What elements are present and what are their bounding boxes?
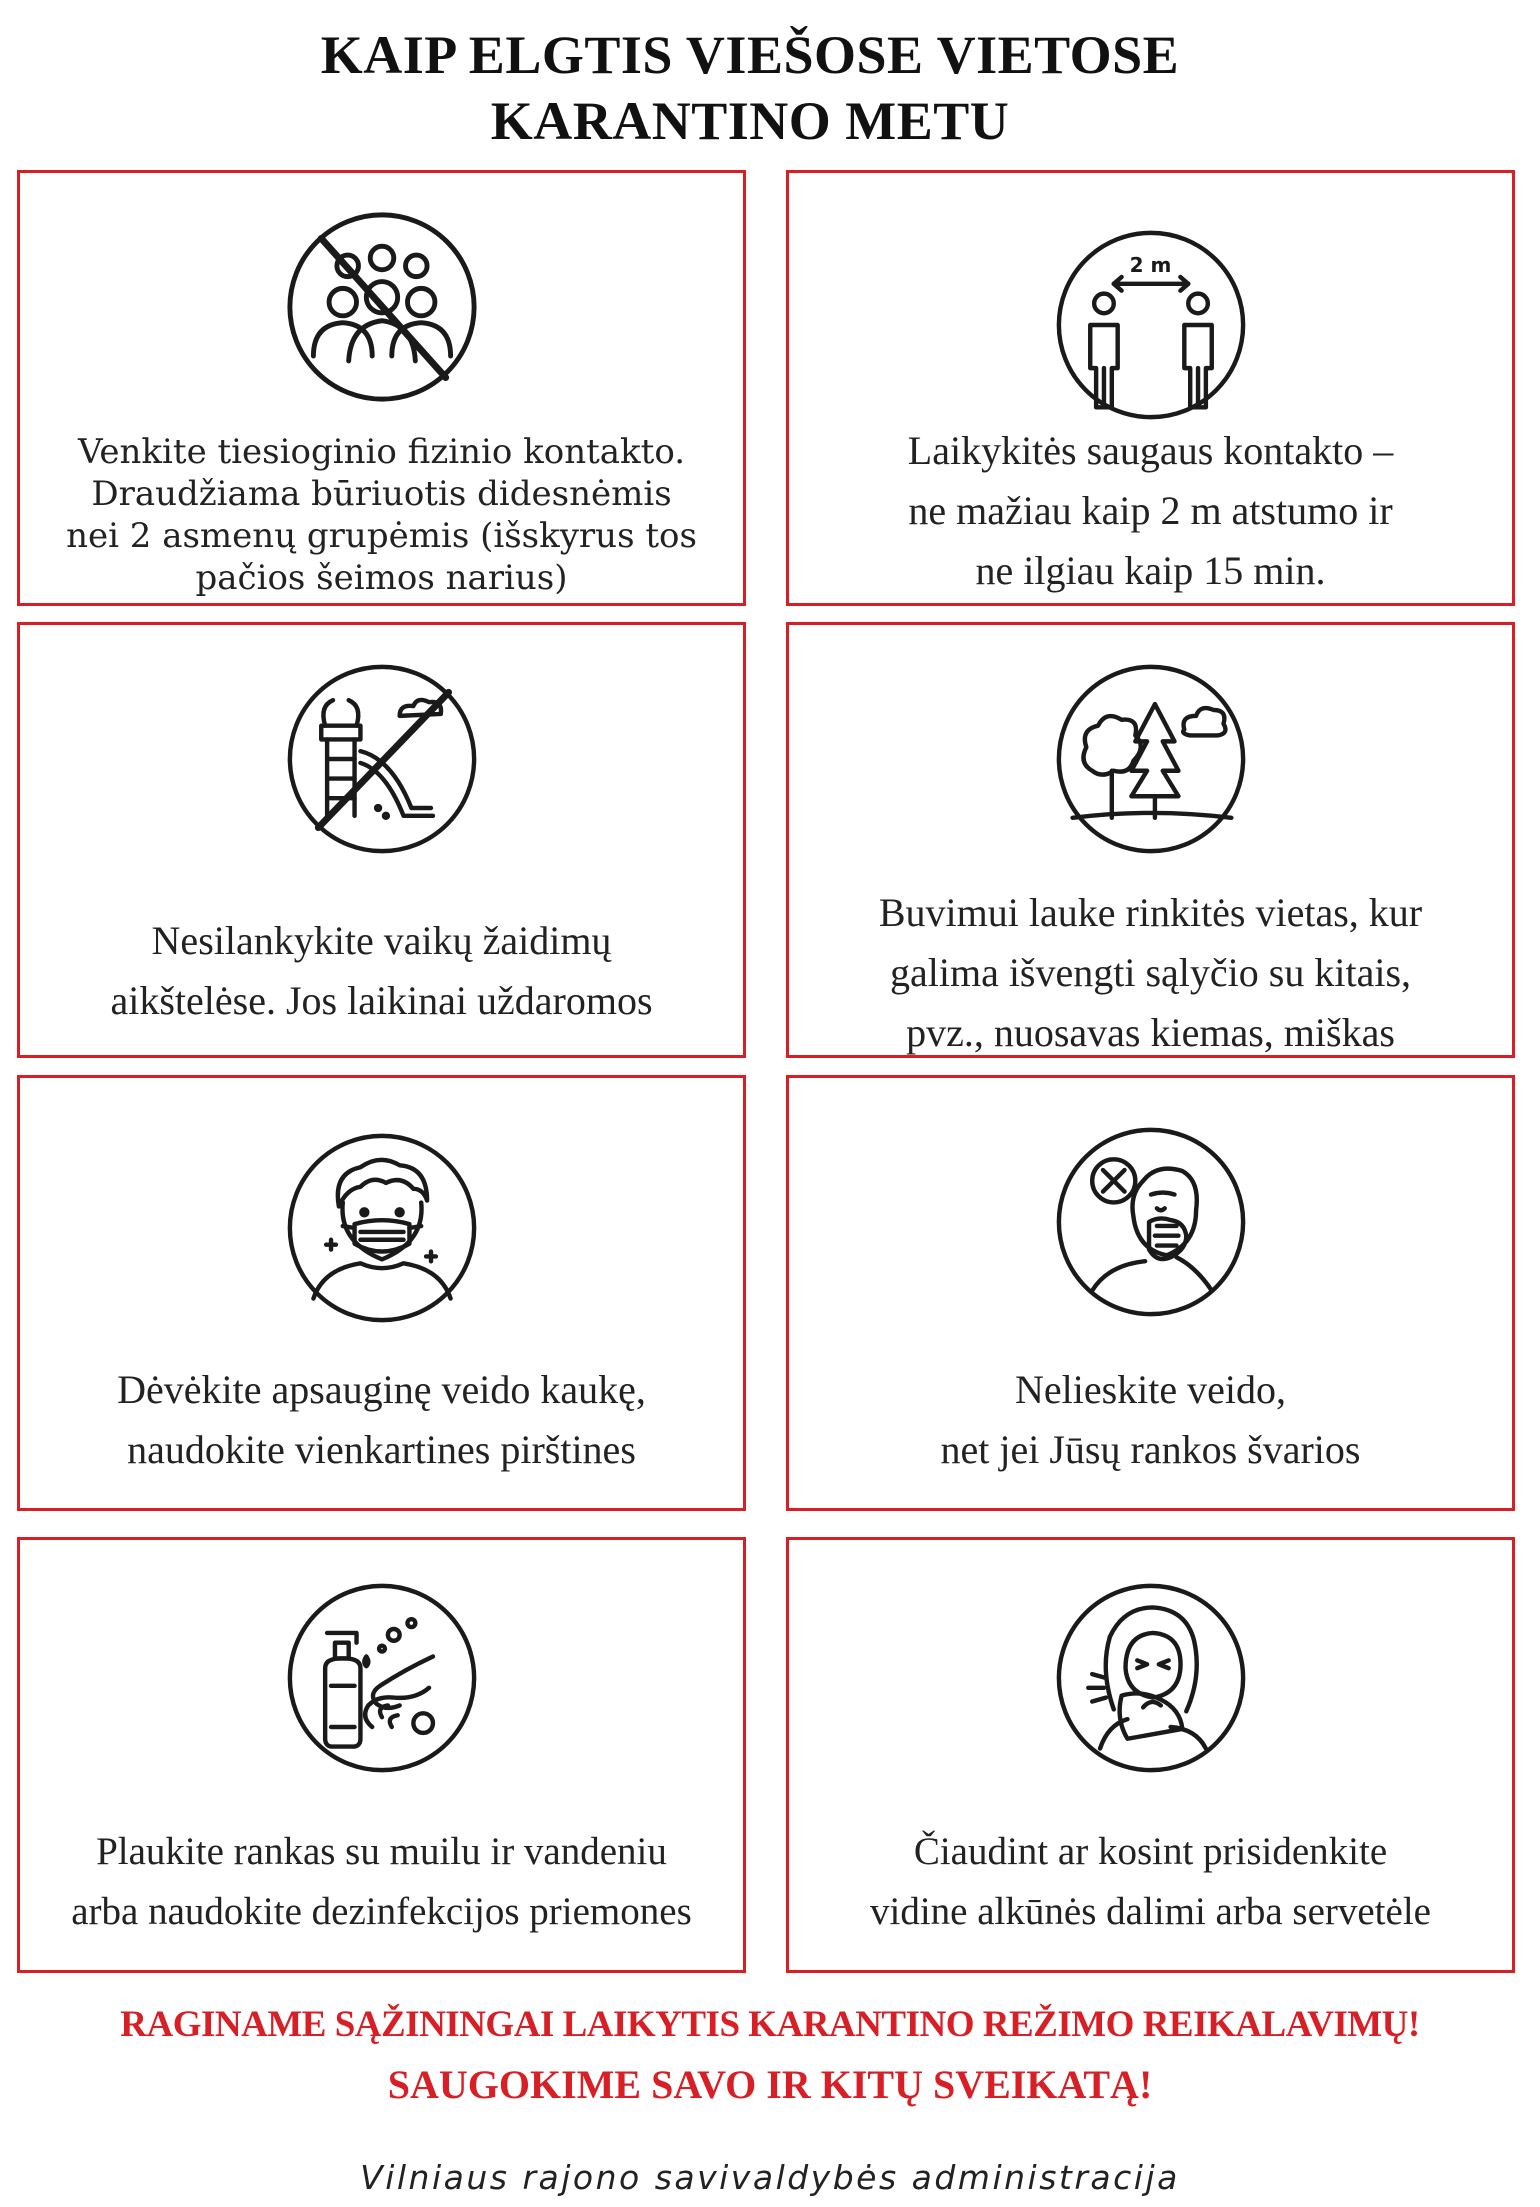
distance-label: 2 m [1129, 253, 1172, 277]
card-caption: Dėvėkite apsauginę veido kaukę, naudokite vienkartines pirštines [117, 1367, 646, 1472]
card-caption: Nesilankykite vaikų žaidimų aikštelėse. Jos laikinai uždaromos [110, 918, 653, 1023]
card-playgrounds-closed [17, 622, 746, 1058]
appeal-line-1: RAGINAME SĄŽININGAI LAIKYTIS KARANTINO REŽIMO REIKALAVIMŲ! [120, 2004, 1420, 2045]
no-face-touch-icon [1053, 1124, 1249, 1320]
sneeze-elbow-icon [1053, 1580, 1249, 1776]
card-caption: Buvimui lauke rinkitės vietas, kur galima išvengti sąlyčio su kitais, pvz., nuosavas kiemas, miškas [878, 890, 1423, 1055]
card-wash-hands [17, 1537, 746, 1973]
face-mask-icon [284, 1130, 480, 1326]
card-dont-touch-face [786, 1075, 1515, 1511]
card-face-mask [17, 1075, 746, 1511]
footer-organization: Vilniaus rajono savivaldybės administracija [360, 2158, 1180, 2197]
card-avoid-contact [17, 170, 746, 606]
appeal-line-2: SAUGOKIME SAVO IR KITŲ SVEIKATĄ! [387, 2062, 1153, 2107]
card-cover-cough [786, 1537, 1515, 1973]
social-distance-icon [1053, 227, 1249, 423]
card-caption: Nelieskite veido, net jei Jūsų rankos švarios [940, 1367, 1361, 1472]
no-crowd-icon [284, 209, 480, 405]
page-title [0, 22, 1500, 154]
hand-wash-icon [284, 1580, 480, 1776]
nature-icon [1053, 661, 1249, 857]
card-caption: Laikykitės saugaus kontakto – ne mažiau kaip 2 m atstumo ir ne ilgiau kaip 15 min. [907, 428, 1394, 593]
card-caption: Čiaudint ar kosint prisidenkite vidine alkūnės dalimi arba servetėle [870, 1830, 1431, 1933]
title-line-1: KAIP ELGTIS VIEŠOSE VIETOSE [320, 25, 1180, 85]
title-line-2: KARANTINO METU [490, 91, 1010, 151]
card-safe-distance [786, 170, 1515, 606]
card-caption: Plaukite rankas su muilu ir vandeniu arba naudokite dezinfekcijos priemones [71, 1830, 692, 1933]
card-outdoor-places [786, 622, 1515, 1058]
no-playground-icon [284, 661, 480, 857]
card-caption: Venkite tiesioginio fizinio kontakto. Draudžiama būriuotis didesnėmis nei 2 asmenų grupėmis (išskyrus tos pačios šeimos narius) [66, 432, 697, 598]
